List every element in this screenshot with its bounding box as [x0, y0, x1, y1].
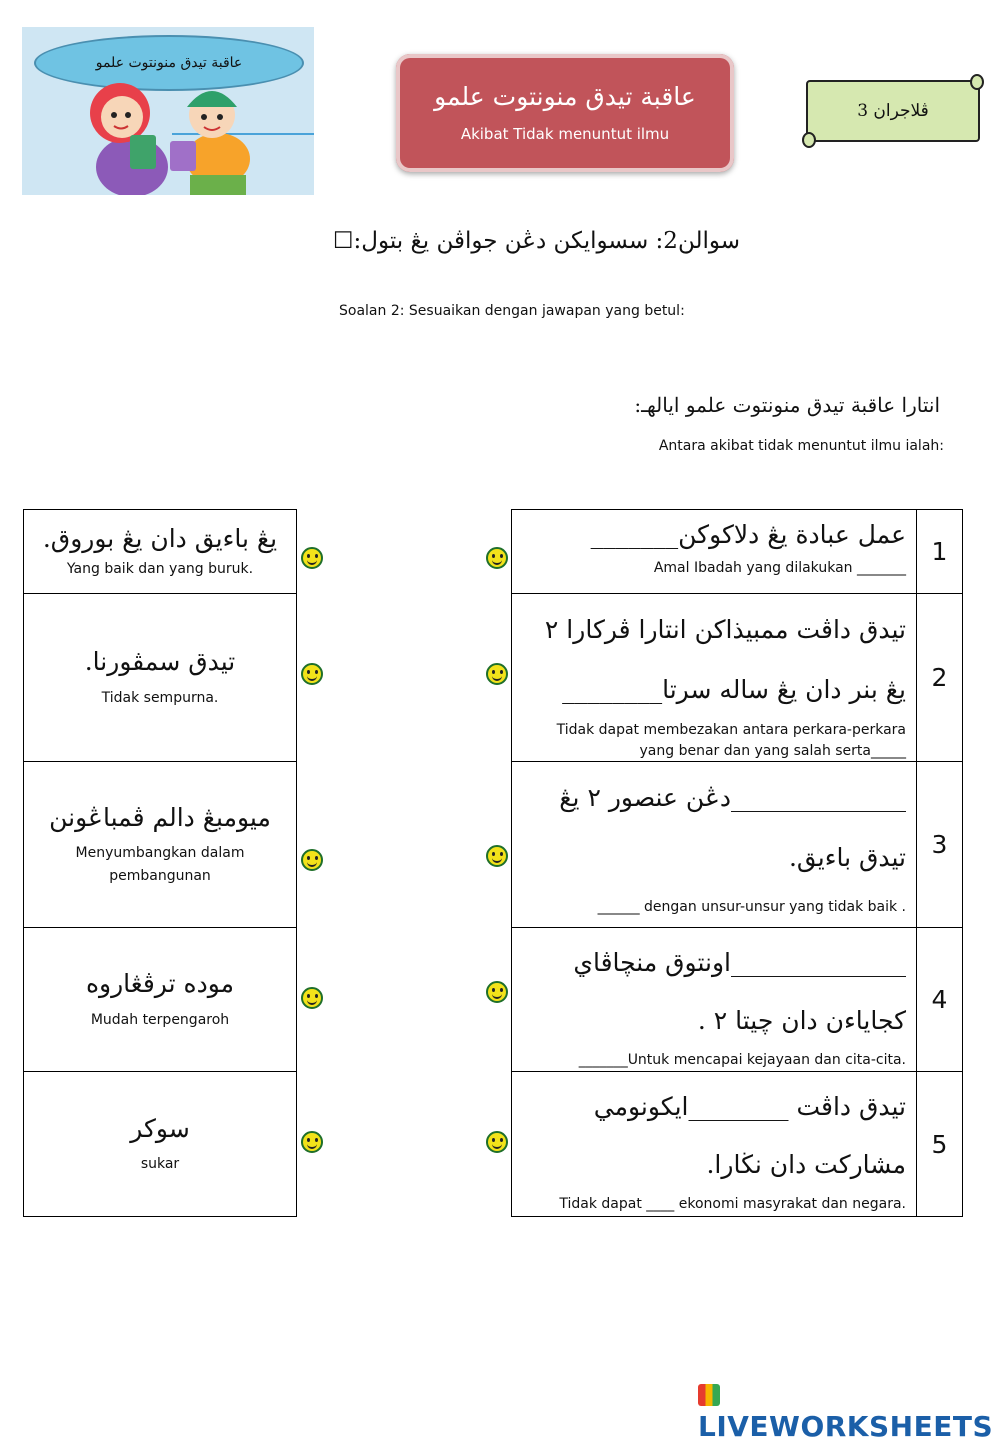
- title-malay: Akibat Tidak menuntut ilmu: [460, 125, 670, 143]
- right-match-dot-1[interactable]: [486, 547, 508, 569]
- logo-badge-icon: [698, 1384, 720, 1406]
- left-item-arabic: يڠ باءيق دان يڠ بوروق.: [42, 524, 278, 554]
- left-item-malay: sukar: [140, 1156, 180, 1173]
- right-item-number: 5: [916, 1071, 963, 1217]
- left-item-4: [23, 927, 297, 1072]
- right-item-number: 1: [916, 509, 963, 594]
- left-item-1: [23, 509, 297, 594]
- right-match-dot-2[interactable]: [486, 663, 508, 685]
- left-item-malay: Yang baik dan yang buruk.: [66, 560, 254, 577]
- right-item-arabic: تيدق داڤت ممبيذاكن انتارا ڤركارا ٢ يڠ بنر دان يڠ ساله سرتا________: [544, 615, 906, 704]
- right-item-malay: _______Untuk mencapai kejayaan dan cita-cita.: [578, 1052, 906, 1068]
- right-item-3: [511, 761, 917, 928]
- left-item-arabic: سوكر: [130, 1113, 190, 1143]
- left-match-dot-3[interactable]: [301, 849, 323, 871]
- left-item-arabic: ميومبڠ دالم ڤمباڠونن: [49, 802, 271, 832]
- question-arabic-text: سوالن2: سسوايكن دڠن جواڤن يڠ بتول:: [353, 228, 740, 254]
- left-match-dot-5[interactable]: [301, 1131, 323, 1153]
- header-image-caption: عاقبة تيدق منونتوت علمو: [34, 35, 304, 91]
- right-item-arabic: عمل عبادة يڠ دلاكوكن_______: [590, 520, 906, 549]
- right-match-dot-3[interactable]: [486, 845, 508, 867]
- right-item-malay: Tidak dapat membezakan antara perkara-perkara yang benar dan yang salah serta_____: [556, 722, 906, 759]
- logo-text: LIVEWORKSHEETS: [698, 1410, 994, 1443]
- left-match-dot-1[interactable]: [301, 547, 323, 569]
- left-match-dot-2[interactable]: [301, 663, 323, 685]
- right-item-1: [511, 509, 917, 594]
- left-match-dot-4[interactable]: [301, 987, 323, 1009]
- right-item-arabic: ______________دڠن عنصور ٢ يڠ تيدق باءيق.: [559, 783, 906, 872]
- intro-arabic: انتارا عاقبة تيدق منونتوت علمو ايالهـ:: [634, 393, 940, 417]
- left-item-5: [23, 1071, 297, 1217]
- question-arabic: [300, 228, 740, 254]
- right-item-malay: Tidak dapat ____ ekonomi masyrakat dan negara.: [559, 1196, 906, 1212]
- right-item-4: [511, 927, 917, 1072]
- lesson-tag: ڤلاجران 3: [806, 80, 980, 142]
- left-item-arabic: تيدق سمڤورنا.: [84, 647, 236, 677]
- right-item-5: [511, 1071, 917, 1217]
- left-item-2: [23, 593, 297, 762]
- right-item-2: [511, 593, 917, 762]
- left-item-malay: Mudah terpengaroh: [90, 1011, 230, 1028]
- right-item-malay: Amal Ibadah yang dilakukan _______: [653, 559, 906, 576]
- checkbox-icon: ☐: [332, 228, 354, 254]
- title-banner: [396, 54, 734, 172]
- children-reading-illustration: [22, 27, 314, 195]
- liveworksheets-logo[interactable]: [698, 1377, 1000, 1443]
- left-item-malay: Menyumbangkan dalam pembangunan: [75, 845, 245, 884]
- right-match-dot-5[interactable]: [486, 1131, 508, 1153]
- left-item-3: [23, 761, 297, 928]
- left-item-arabic: موده ترڤڠاروه: [85, 969, 235, 999]
- right-match-dot-4[interactable]: [486, 981, 508, 1003]
- right-item-arabic: ______________اونتوق منچاڤاي كجاياءن دان چيتا ٢ .: [573, 948, 906, 1035]
- right-item-arabic: تيدق داڤت ________ايكونومي مشاركت دان نڬارا.: [593, 1092, 906, 1179]
- intro-malay: Antara akibat tidak menuntut ilmu ialah:: [658, 438, 944, 454]
- title-arabic: عاقبة تيدق منونتوت علمو: [434, 82, 696, 111]
- right-item-number: 4: [916, 927, 963, 1072]
- question-malay: Soalan 2: Sesuaikan dengan jawapan yang betul:: [339, 303, 685, 319]
- right-item-malay: ______ dengan unsur-unsur yang tidak baik .: [597, 899, 906, 915]
- right-item-number: 2: [916, 593, 963, 762]
- header-illustration: [22, 27, 314, 195]
- left-item-malay: Tidak sempurna.: [101, 689, 219, 706]
- right-item-number: 3: [916, 761, 963, 928]
